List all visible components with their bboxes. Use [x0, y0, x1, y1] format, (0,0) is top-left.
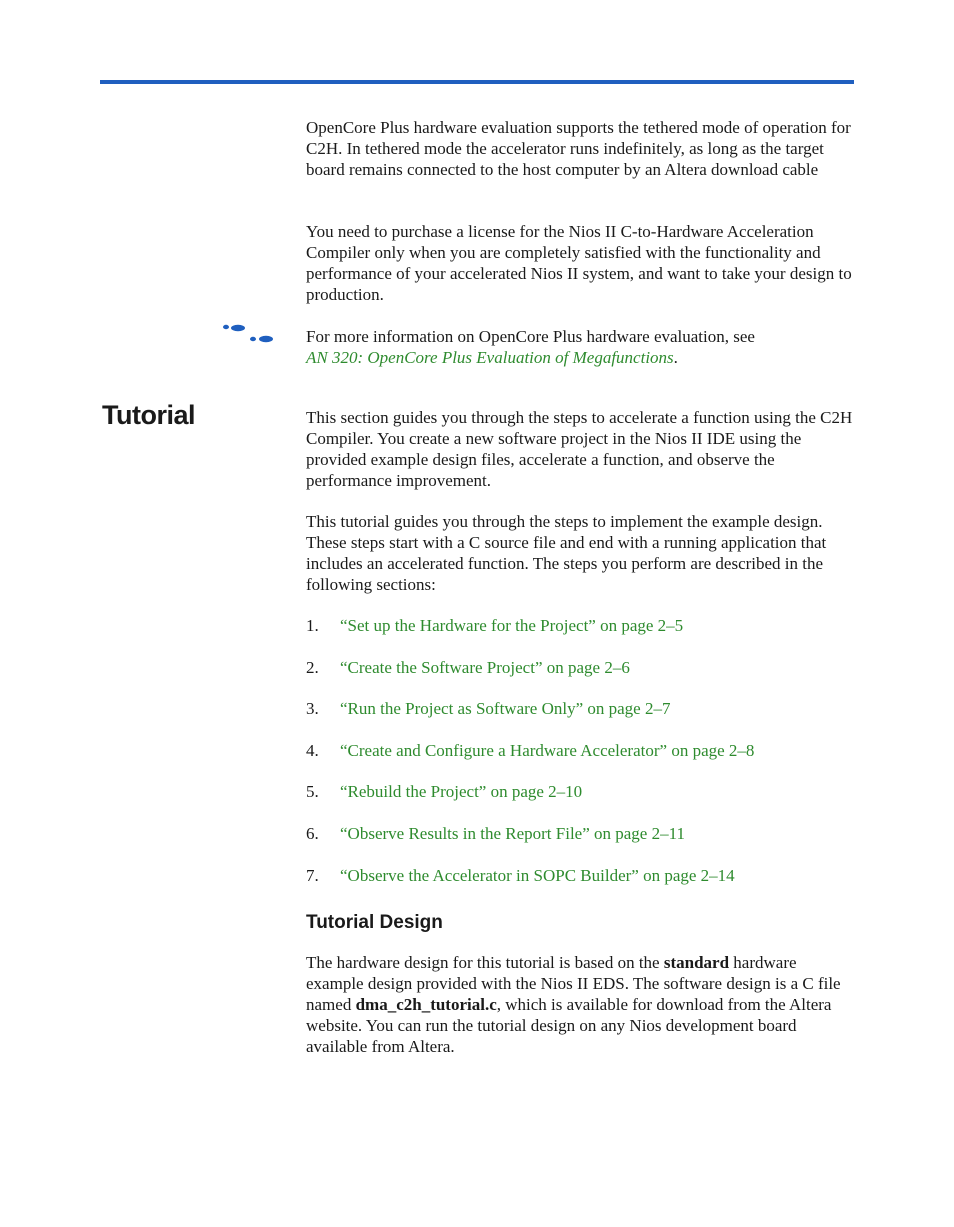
note-link[interactable]: AN 320: OpenCore Plus Evaluation of Megafunctions [306, 348, 674, 367]
step-link[interactable]: “Create the Software Project” on page 2–6 [340, 658, 630, 677]
step-link[interactable]: “Run the Project as Software Only” on page 2–7 [340, 699, 671, 718]
tutorial-paragraph-1: This section guides you through the steps to accelerate a function using the C2H Compiler. You create a new software project in the Nios II IDE using the provided example design files, accelerate a function, and observe the performance improvement. [306, 408, 853, 490]
step-link[interactable]: “Observe the Accelerator in SOPC Builder” on page 2–14 [340, 866, 735, 885]
note-text: For more information on OpenCore Plus hardware evaluation, see AN 320: OpenCore Plus Evaluation of Megafunctions. [306, 327, 755, 367]
intro-paragraph-1: OpenCore Plus hardware evaluation supports the tethered mode of operation for C2H. In tethered mode the accelerator runs indefinitely, as long as the target board remains connected to the host computer by an Altera download cable [306, 118, 851, 179]
tutorial-paragraph-2: This tutorial guides you through the steps to implement the example design. These steps start with a C source file and end with a running application that includes an accelerated function. The steps you perform are described in the following sections: [306, 512, 827, 594]
intro-paragraph-2: You need to purchase a license for the Nios II C-to-Hardware Acceleration Compiler only when you are completely satisfied with the functionality and performance of your accelerated Nios II system, and want to take your design to production. [306, 222, 852, 304]
subsection-heading-tutorial-design: Tutorial Design [306, 912, 443, 933]
step-link[interactable]: “Set up the Hardware for the Project” on page 2–5 [340, 616, 684, 635]
footprints-icon [222, 322, 276, 344]
design-paragraph: The hardware design for this tutorial is based on the standard hardware example design provided with the Nios II EDS. The software design is a C file named dma_c2h_tutorial.c, which is available for download from the Altera website. You can run the tutorial design on any Nios development board available from Altera. [306, 953, 841, 1056]
section-heading-tutorial: Tutorial [102, 400, 195, 430]
step-link[interactable]: “Create and Configure a Hardware Accelerator” on page 2–8 [340, 741, 755, 760]
header-rule [100, 80, 854, 84]
step-link[interactable]: “Rebuild the Project” on page 2–10 [340, 782, 583, 801]
step-link[interactable]: “Observe Results in the Report File” on page 2–11 [340, 824, 685, 843]
